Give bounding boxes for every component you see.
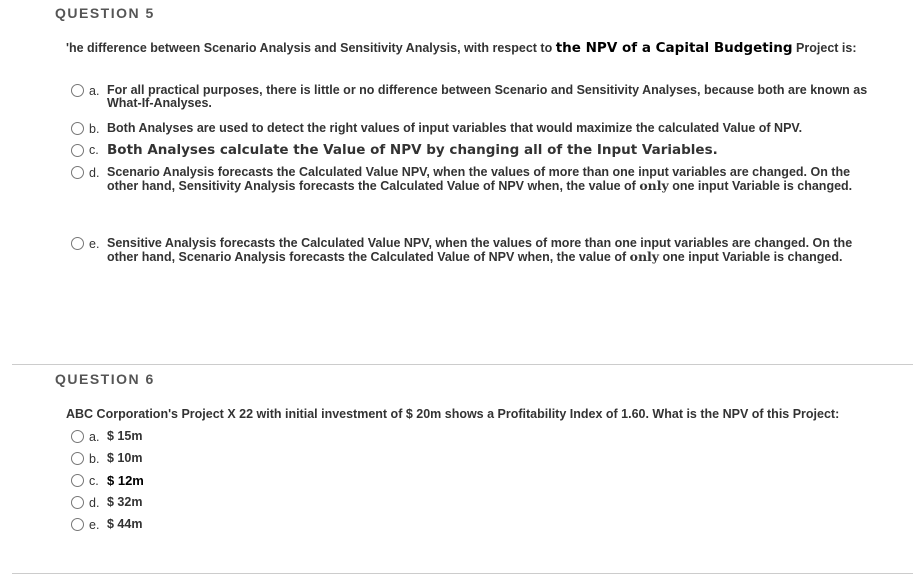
option-letter: e.: [89, 518, 100, 532]
option-letter: d.: [89, 496, 100, 510]
option-text: Both Analyses are used to detect the right values of input variables that would maximize the calculated Value of NPV.: [107, 121, 803, 135]
option-letter: a.: [89, 430, 100, 444]
question-5-text-part: 'he difference between Scenario Analysis and Sensitivity Analysis, with respect to: [66, 41, 556, 55]
q5-option-c[interactable]: [71, 143, 871, 158]
radio-button[interactable]: [71, 144, 84, 157]
radio-button[interactable]: [71, 237, 84, 250]
radio-button[interactable]: [71, 84, 84, 97]
radio-button[interactable]: [71, 518, 84, 531]
option-letter: a.: [89, 84, 100, 98]
option-text-part: one input Variable is changed.: [659, 250, 843, 264]
q6-option-d[interactable]: [71, 496, 871, 510]
option-text: $ 32m: [107, 495, 143, 509]
option-letter: d.: [89, 166, 100, 180]
option-text: $ 12m: [107, 473, 144, 488]
question-5-title: QUESTION 5: [55, 5, 155, 21]
option-text-part: Scenario Analysis forecasts the Calculated Value NPV, when the values of more than one input variables are changed. On the other hand, Sensitivity Analysis forecasts the Calculated Value of NPV when, the value of: [107, 165, 851, 193]
option-letter: e.: [89, 237, 100, 251]
option-text-emphasis: only: [629, 249, 660, 264]
question-5-text: [66, 40, 857, 56]
q6-option-c[interactable]: [71, 474, 871, 488]
option-letter: c.: [89, 143, 99, 157]
option-text: For all practical purposes, there is little or no difference between Scenario and Sensitivity Analyses, because both are known as What-If-Analyses.: [107, 83, 868, 110]
q5-option-e[interactable]: [71, 237, 871, 264]
option-text: $ 10m: [107, 451, 143, 465]
option-text: $ 44m: [107, 517, 143, 531]
option-text-part: Sensitive Analysis forecasts the Calculated Value NPV, when the values of more than one input variables are changed. On the other hand, Scenario Analysis forecasts the Calculated Value of NPV when, the value of: [107, 236, 853, 264]
radio-button[interactable]: [71, 496, 84, 509]
option-letter: c.: [89, 474, 99, 488]
question-6-title: QUESTION 6: [55, 371, 155, 387]
radio-button[interactable]: [71, 166, 84, 179]
option-text: [107, 237, 867, 264]
divider: [12, 573, 913, 574]
q6-option-a[interactable]: [71, 430, 871, 444]
option-text-part: one input Variable is changed.: [668, 179, 853, 193]
option-text: Both Analyses calculate the Value of NPV by changing all of the Input Variables.: [107, 142, 718, 158]
option-text: $ 15m: [107, 429, 143, 443]
question-5-text-emphasis: the NPV of a Capital Budgeting: [555, 40, 793, 56]
question-5-text-part: Project is:: [792, 41, 857, 55]
radio-button[interactable]: [71, 452, 84, 465]
q5-option-a[interactable]: [71, 84, 871, 110]
radio-button[interactable]: [71, 122, 84, 135]
option-letter: b.: [89, 122, 100, 136]
q5-option-b[interactable]: [71, 122, 871, 136]
question-6-text: ABC Corporation's Project X 22 with initial investment of $ 20m shows a Profitability Index of 1.60. What is the NPV of this Project:: [66, 407, 840, 421]
radio-button[interactable]: [71, 430, 84, 443]
q5-option-d[interactable]: [71, 166, 871, 193]
q6-option-b[interactable]: [71, 452, 871, 466]
option-text-emphasis: only: [639, 178, 669, 193]
q6-option-e[interactable]: [71, 518, 871, 532]
option-letter: b.: [89, 452, 100, 466]
radio-button[interactable]: [71, 474, 84, 487]
option-text: [107, 166, 867, 193]
divider: [12, 364, 913, 365]
